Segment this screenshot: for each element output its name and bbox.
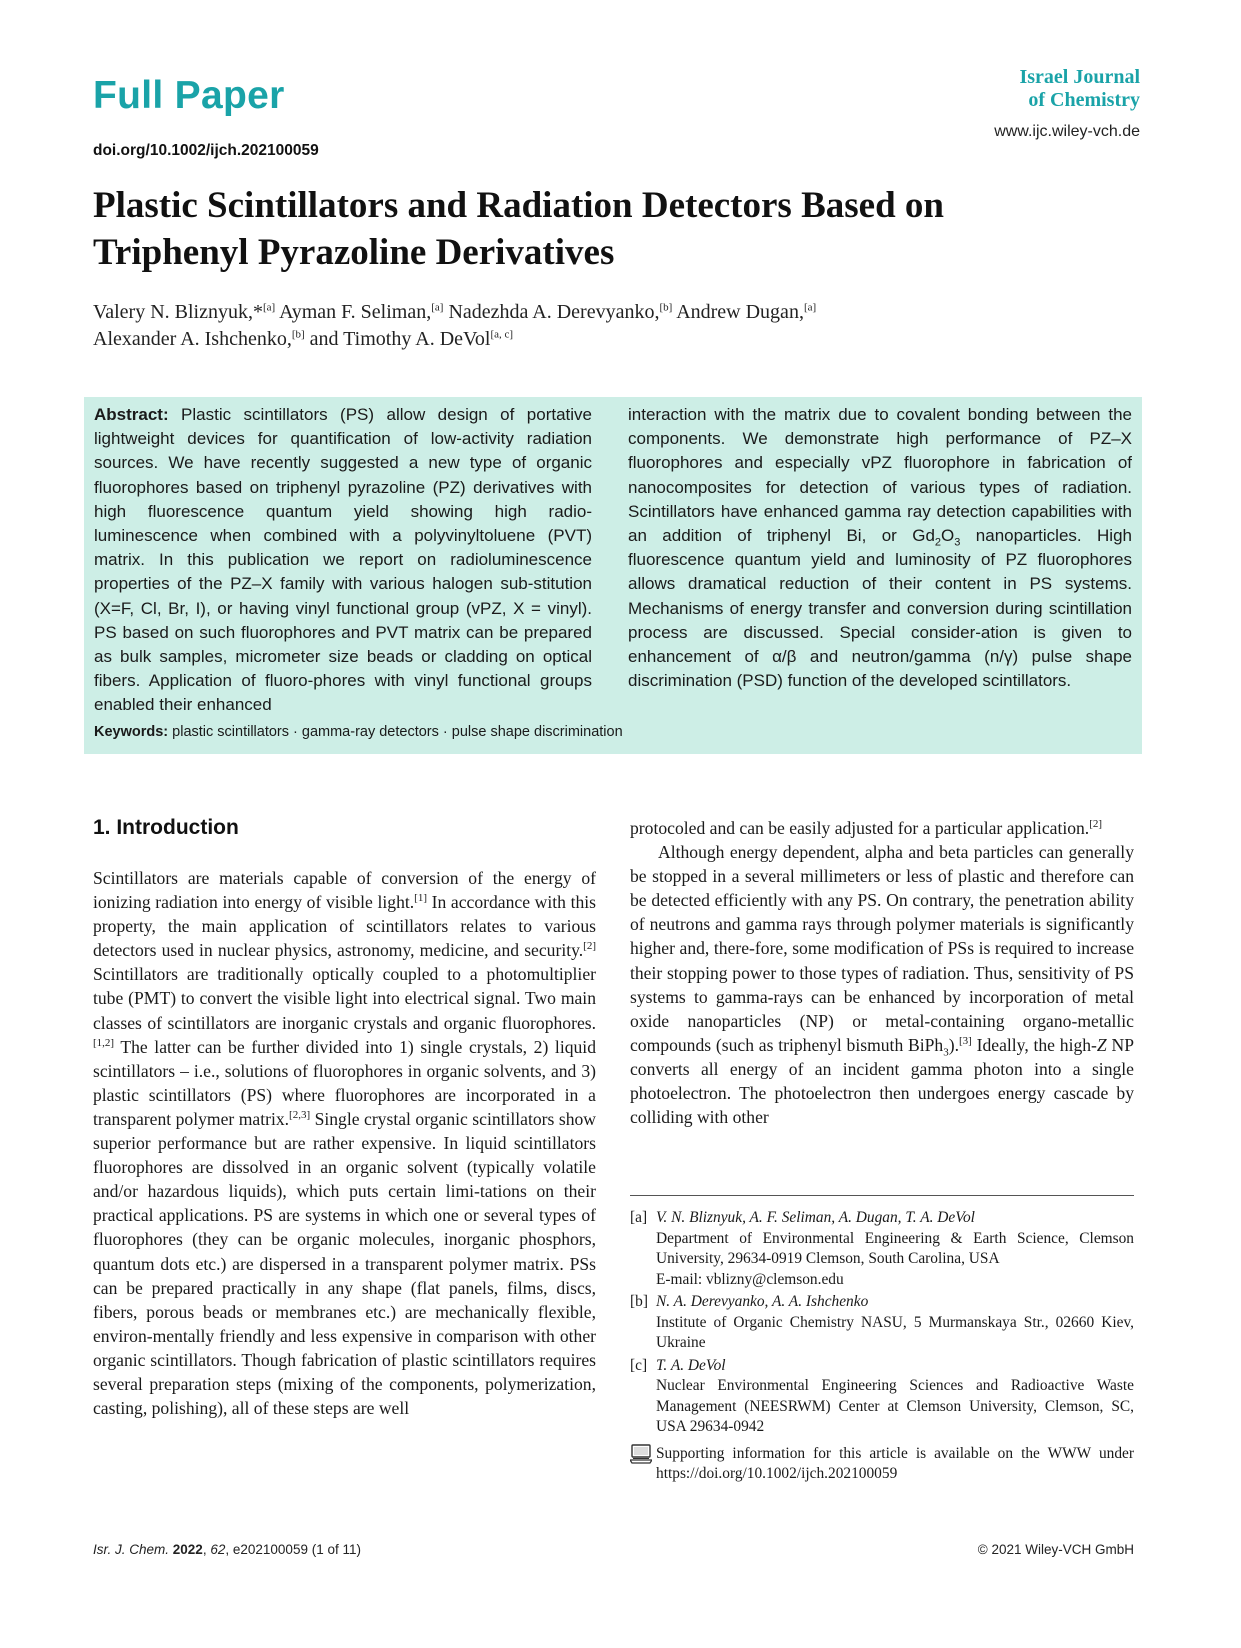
- affiliation-ref: [b]: [659, 301, 673, 314]
- abstract-column-right: [628, 403, 1132, 693]
- journal-name-line1: Israel Journal: [1019, 66, 1140, 88]
- abstract-text-right-end: nanoparticles. High fluorescence quantum yield and luminosity of PZ fluorophores allows dramatical reduction of their content in PS systems. Mechanisms of energy transfer and conversion during scintillation process are discussed. Special consider-ation is given to enhancement of α/β and neutron/gamma (n/γ) pulse shape discrimination (PSD) function of the developed scintillators.: [628, 526, 1132, 691]
- author-dugan: Andrew Dugan,: [672, 301, 804, 323]
- footer-citation: Isr. J. Chem. 2022, 62, e202100059 (1 of 11): [93, 1542, 361, 1557]
- article-type-label: Full Paper: [93, 74, 285, 117]
- affiliation-address: Nuclear Environmental Engineering Sciences and Radioactive Waste Management (NEESRWM) Center at Clemson University, Clemson, SC, USA 29634-0942: [656, 1377, 1134, 1435]
- affiliation-tag: [a]: [630, 1209, 648, 1226]
- author-line-2: [93, 326, 1143, 353]
- text: Ideally, the high-: [971, 1034, 1097, 1055]
- affiliation-c: [630, 1356, 1134, 1438]
- affiliation-ref: [a]: [803, 301, 817, 314]
- footer-copyright: © 2021 Wiley-VCH GmbH: [977, 1542, 1134, 1557]
- affiliation-email[interactable]: E-mail: vblizny@clemson.edu: [656, 1270, 844, 1288]
- affiliation-names: V. N. Bliznyuk, A. F. Seliman, A. Dugan, T. A. DeVol: [656, 1209, 975, 1226]
- footer-year: 2022: [172, 1542, 203, 1557]
- paper-title-line2: Triphenyl Pyrazoline Derivatives: [93, 232, 615, 273]
- affiliation-body: [656, 1356, 1134, 1438]
- author-list: [93, 299, 1143, 353]
- text: Although energy dependent, alpha and beta particles can generally be stopped in a several millimeters or less of plastic and therefore can be detected efficiently with any PS. On contrary, the penetration ability of neutrons and gamma rays through polymer materials is significantly higher and, there-fore, some modification of PSs is required to increase their stopping power to those types of radiation. Thus, sensitivity of PS systems to gamma-rays can be enhanced by incorporation of metal oxide nanoparticles (NP) or metal-containing organo-metallic compounds (such as triphenyl bismuth BiPh: [630, 842, 1134, 1055]
- affiliation-body: [656, 1292, 1134, 1354]
- body-column-left: [93, 866, 596, 1420]
- abstract-text-right-o: O: [941, 526, 955, 546]
- section-heading-introduction: 1. Introduction: [93, 816, 239, 839]
- subscript: 2: [934, 536, 942, 549]
- keywords: [94, 724, 623, 740]
- affiliation-ref: [b]: [291, 328, 305, 341]
- affiliation-tag: [c]: [630, 1356, 648, 1374]
- affiliation-names: T. A. DeVol: [656, 1356, 726, 1374]
- supporting-information: [630, 1444, 1134, 1485]
- text: ).: [948, 1034, 959, 1055]
- author-seliman: Ayman F. Seliman,: [275, 301, 432, 323]
- body-column-right: [630, 816, 1134, 1129]
- affiliation-ref: [a]: [431, 301, 444, 314]
- citation-ref[interactable]: [1]: [414, 892, 427, 905]
- affiliation-address: Department of Environmental Engineering & Earth Science, Clemson University, 29634-0919 Clemson, South Carolina, USA: [656, 1229, 1134, 1267]
- paper-title-line1: Plastic Scintillators and Radiation Detectors Based on: [93, 185, 944, 226]
- citation-ref[interactable]: [2]: [583, 940, 596, 953]
- citation-ref[interactable]: [1,2]: [93, 1036, 115, 1049]
- journal-website-link[interactable]: www.ijc.wiley-vch.de: [994, 123, 1140, 140]
- affiliation-a: [630, 1208, 1134, 1290]
- text: Single crystal organic scintillators show superior performance but are rather expensive. In liquid scintillators fluorophores are dissolved in an organic solvent (typically volatile and/or hazardous liquids), which puts certain limi-tations on their practical applications. PS are systems in which one or several types of fluorophores (they can be organic molecules, inorganic phosphors, quantum dots etc.) are dispersed in a transparent polymer matrix. PSs can be prepared practically in any shape (flat panels, films, discs, fibers, porous beads or membranes etc.) are mechanically flexible, environ-mentally friendly and less expensive in comparison with other organic scintillators. Though fabrication of plastic scintillators requires several preparation steps (mixing of the components, polymerization, casting, polishing), all of these steps are well: [93, 1108, 596, 1419]
- paragraph: [630, 816, 1134, 840]
- affiliation-ref: [a]: [262, 301, 276, 314]
- abstract-text-left: Plastic scintillators (PS) allow design of portative lightweight devices for quantification of low-activity radiation sources. We have recently suggested a new type of organic fluorophores based on triphenyl pyrazoline (PZ) derivatives with high fluorescence quantum yield showing high radio-luminescence when combined with a polyvinyltoluene (PVT) matrix. In this publication we report on radioluminescence properties of the PZ–X family with various halogen sub-stitution (X=F, Cl, Br, I), or having vinyl functional group (vPZ, X = vinyl). PS based on such fluorophores and PVT matrix can be prepared as bulk samples, micrometer size beads or cladding on optical fibers. Application of fluoro-phores with vinyl functional groups enabled their enhanced: [94, 405, 592, 715]
- paragraph: [630, 840, 1134, 1129]
- text: In accordance with this property, the main application of scintillators relates to various detectors used in nuclear physics, astronomy, medicine, and security.: [93, 892, 596, 961]
- italic-symbol: Z: [1096, 1034, 1107, 1055]
- author-devol: and Timothy A. DeVol: [304, 328, 491, 350]
- citation-ref[interactable]: [3]: [959, 1034, 972, 1047]
- journal-name-line2: of Chemistry: [1028, 89, 1140, 111]
- affiliations: [630, 1208, 1134, 1485]
- affiliation-b: [630, 1292, 1134, 1354]
- footer-journal-abbr: Isr. J. Chem.: [93, 1542, 170, 1557]
- footer-article-number: , e202100059 (1 of 11): [225, 1542, 361, 1557]
- text: NP converts all energy of an incident gamma photon into a single photoelectron. The photoelectron then undergoes energy cascade by colliding with other: [630, 1034, 1134, 1128]
- affiliation-ref: [a, c]: [490, 328, 514, 341]
- journal-name: [990, 66, 1140, 112]
- paragraph: [93, 866, 596, 1420]
- text: The latter can be further divided into 1) single crystals, 2) liquid scintillators – i.e., solutions of fluorophores in organic solvents, and 3) plastic scintillators (PS) where fluorophores are incorporated in a transparent polymer matrix.: [93, 1036, 596, 1129]
- citation-ref[interactable]: [2]: [1089, 818, 1103, 831]
- doi-link[interactable]: doi.org/10.1002/ijch.202100059: [93, 142, 319, 159]
- citation-ref[interactable]: [2,3]: [289, 1109, 311, 1122]
- text: Scintillators are traditionally optically coupled to a photomultiplier tube (PMT) to convert the visible light into electrical signal. Two main classes of scintillators are inorganic crystals and organic fluorophores.: [93, 964, 596, 1033]
- abstract-label: Abstract:: [94, 405, 169, 424]
- subscript: 3: [954, 536, 961, 549]
- paper-title: [93, 182, 1143, 276]
- affiliation-names: N. A. Derevyanko, A. A. Ishchenko: [656, 1293, 869, 1310]
- keywords-list: plastic scintillators · gamma-ray detectors · pulse shape discrimination: [168, 724, 623, 740]
- footer-volume: 62: [210, 1542, 226, 1557]
- author-ishchenko: Alexander A. Ishchenko,: [93, 328, 292, 350]
- subscript: 3: [943, 1046, 949, 1059]
- footnote-divider: [630, 1195, 1134, 1196]
- text: Scintillators are materials capable of conversion of the energy of ionizing radiation into energy of visible light.: [93, 868, 596, 913]
- author-derevyanko: Nadezhda A. Derevyanko,: [443, 301, 660, 323]
- abstract-text-right: interaction with the matrix due to covalent bonding between the components. We demonstrate high performance of PZ–X fluorophores and especially vPZ fluorophore in fabrication of nanocomposites for detection of various types of radiation. Scintillators have enhanced gamma ray detection capabilities with an addition of triphenyl Bi, or Gd: [628, 405, 1132, 546]
- abstract-box: [84, 397, 1142, 754]
- supporting-info-text[interactable]: Supporting information for this article is available on the WWW under https://doi.org/10.1002/ijch.202100059: [656, 1444, 1134, 1482]
- computer-icon: [630, 1444, 656, 1485]
- text: protocoled and can be easily adjusted for a particular application.: [630, 818, 1090, 838]
- affiliation-body: [656, 1208, 1134, 1290]
- author-bliznyuk: Valery N. Bliznyuk,*: [93, 301, 263, 323]
- author-line-1: [93, 299, 1143, 326]
- affiliation-address: Institute of Organic Chemistry NASU, 5 Murmanskaya Str., 02660 Kiev, Ukraine: [656, 1313, 1134, 1351]
- keywords-label: Keywords:: [94, 724, 169, 740]
- affiliation-tag: [b]: [630, 1293, 648, 1310]
- abstract-column-left: [94, 403, 592, 718]
